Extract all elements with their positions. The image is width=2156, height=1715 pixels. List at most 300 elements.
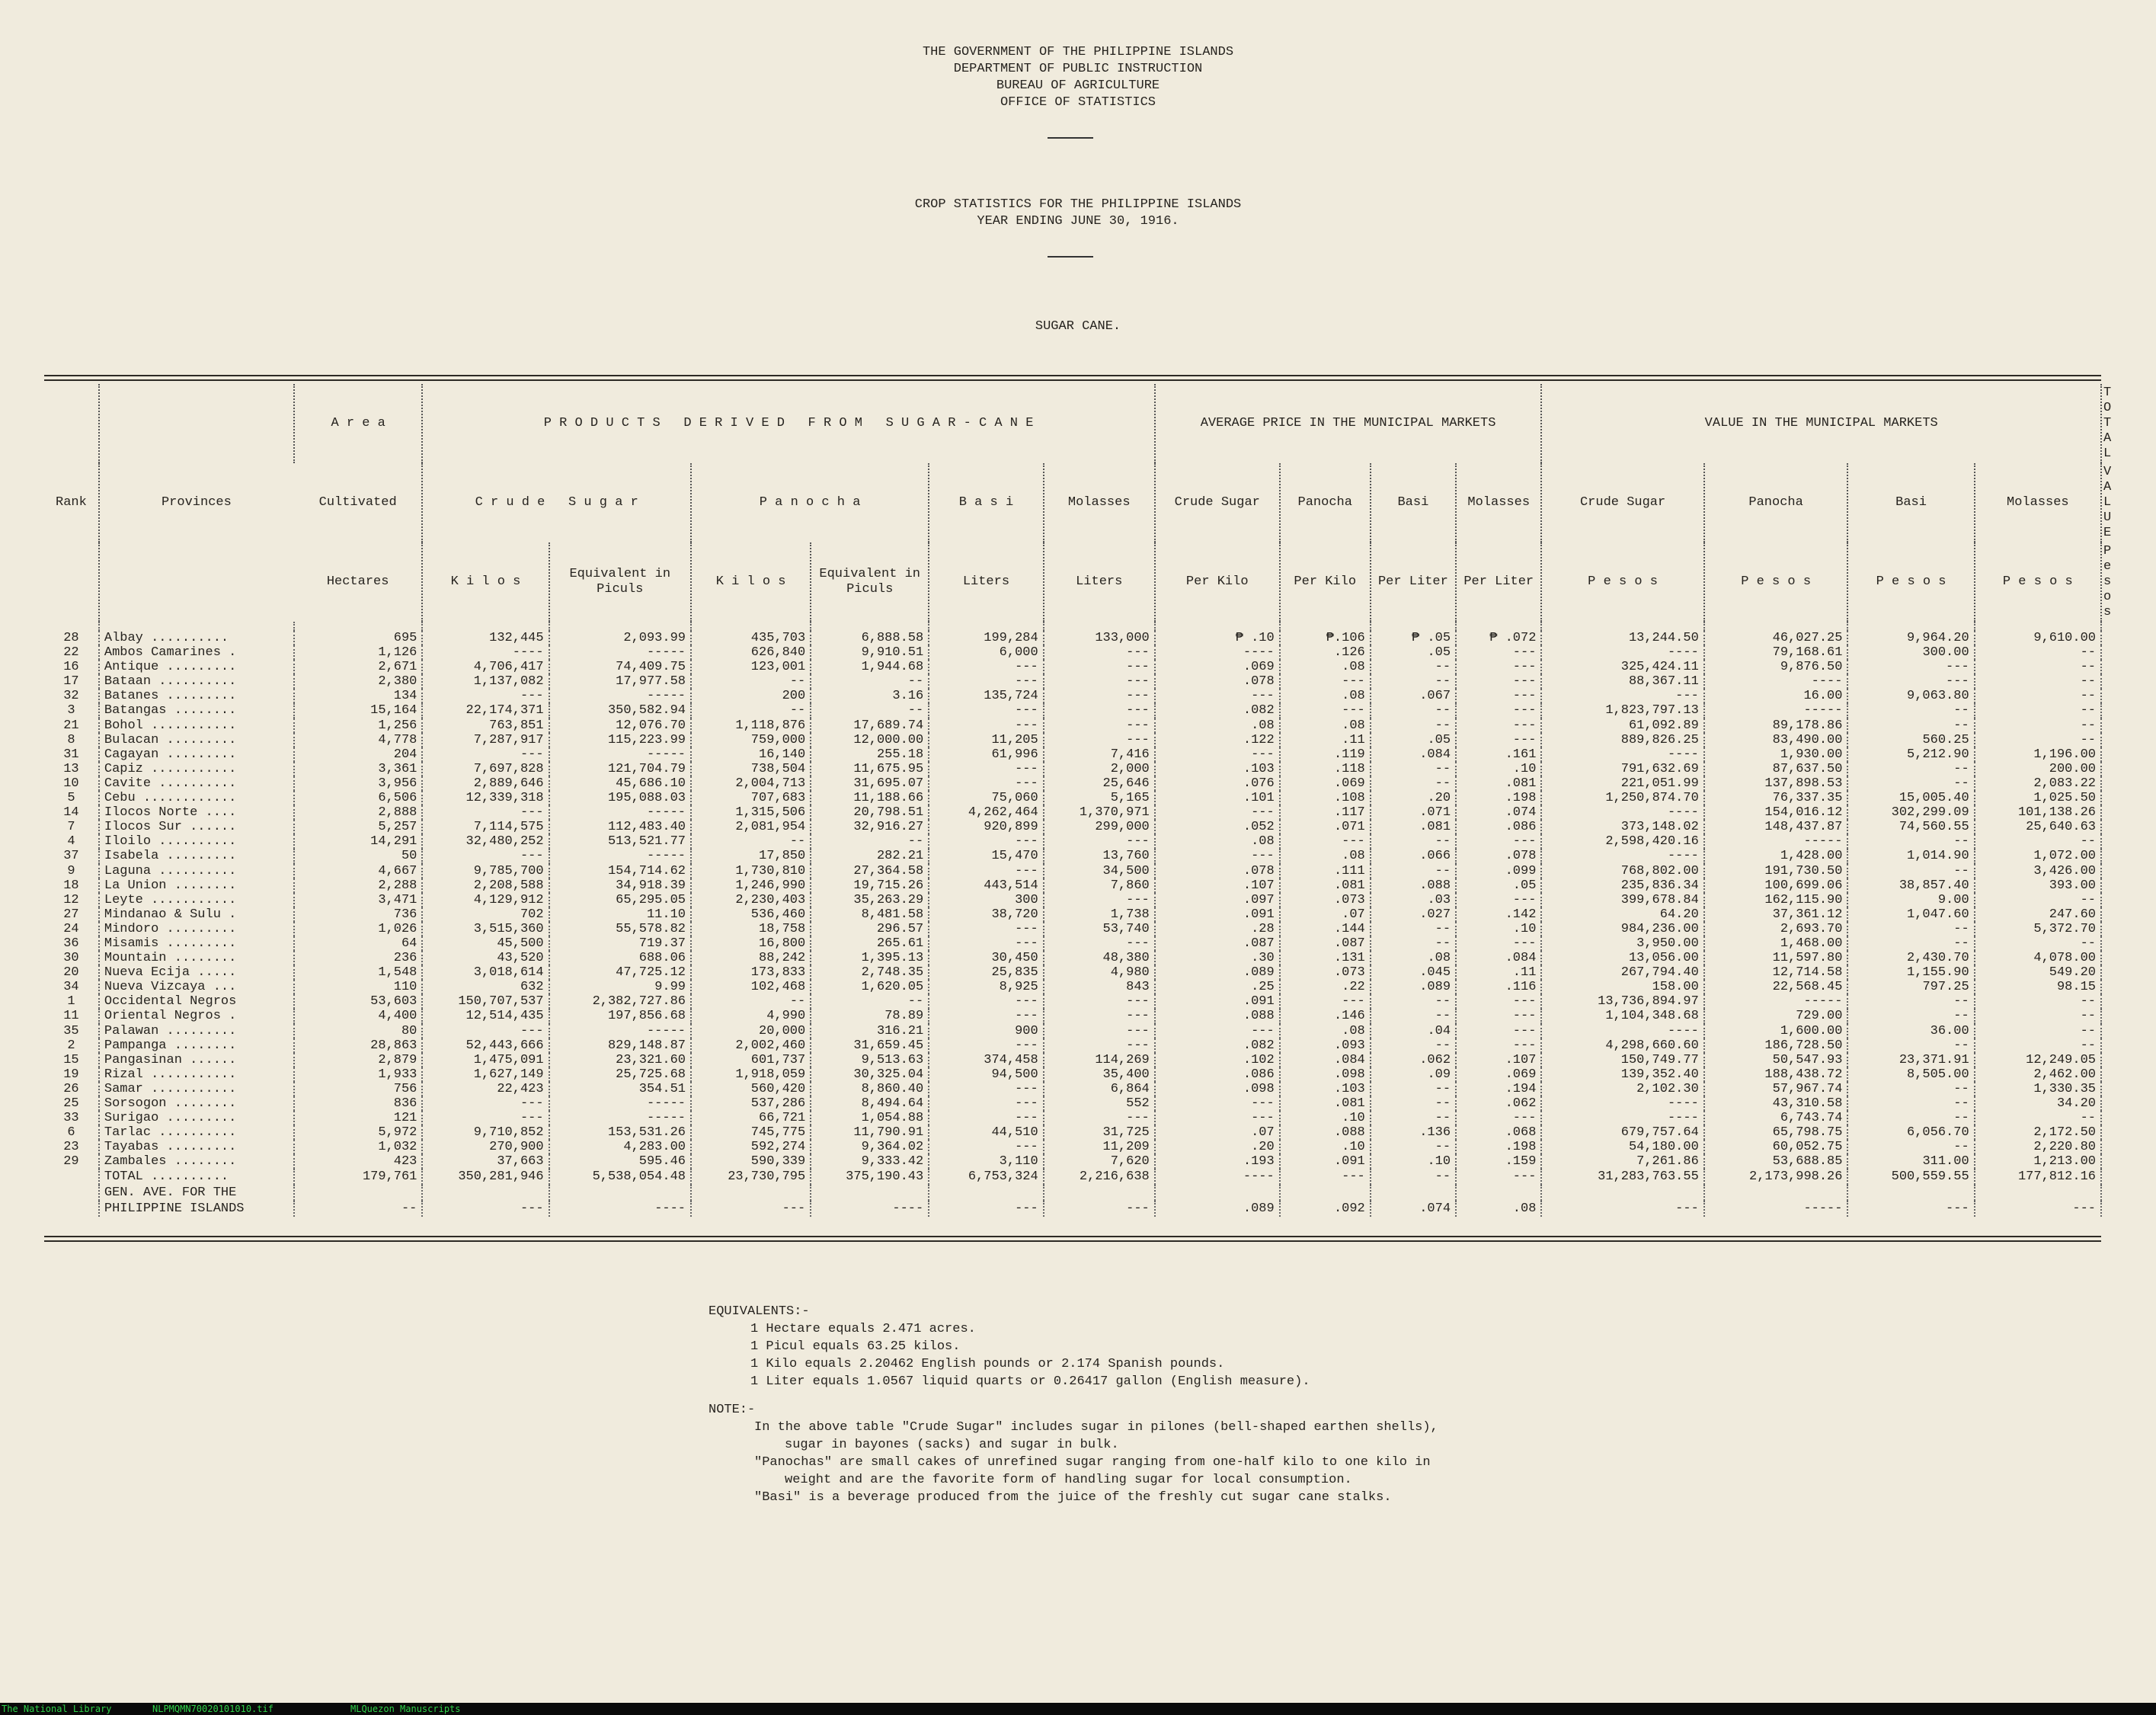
data-cell: 55,578.82 bbox=[549, 922, 691, 936]
rank-cell: 4 bbox=[67, 834, 75, 850]
data-cell: ----- bbox=[1704, 834, 1848, 849]
data-cell: 6,056.70 bbox=[1847, 1125, 1974, 1140]
data-cell: 11,790.91 bbox=[811, 1125, 929, 1140]
data-cell: 1,428.00 bbox=[1704, 849, 1848, 863]
data-cell: .082 bbox=[1155, 1038, 1280, 1053]
data-cell: .08 bbox=[1280, 1024, 1371, 1038]
data-cell: .089 bbox=[1155, 965, 1280, 980]
data-cell: -- bbox=[1975, 733, 2101, 747]
data-cell: 57,967.74 bbox=[1704, 1082, 1848, 1096]
data-cell: 443,514 bbox=[929, 878, 1043, 893]
data-cell: 27,364.58 bbox=[811, 864, 929, 878]
col-molasses-liters: Liters bbox=[1044, 542, 1155, 622]
gen-ave-label-1: GEN. AVE. FOR THE bbox=[99, 1185, 294, 1201]
province-cell: Ambos Camarines . bbox=[99, 645, 294, 660]
data-cell: 34.20 bbox=[1975, 1096, 2101, 1111]
data-cell: 115,223.99 bbox=[549, 733, 691, 747]
data-cell: 1,548 bbox=[294, 965, 422, 980]
data-cell: 296.57 bbox=[811, 922, 929, 936]
data-cell: 173,833 bbox=[691, 965, 811, 980]
table-row bbox=[44, 980, 2101, 994]
data-cell: .193 bbox=[1155, 1154, 1280, 1169]
table-row bbox=[44, 1096, 2101, 1111]
data-cell: --- bbox=[929, 674, 1043, 689]
data-cell: 186,728.50 bbox=[1704, 1038, 1848, 1053]
data-cell: -- bbox=[1975, 689, 2101, 703]
data-cell: .069 bbox=[1155, 660, 1280, 674]
rank-cell: 12 bbox=[63, 892, 79, 907]
table-row bbox=[44, 820, 2101, 834]
data-cell: 154,714.62 bbox=[549, 864, 691, 878]
col-crude-piculs: Equivalent in Piculs bbox=[549, 542, 691, 622]
data-cell: -- bbox=[1371, 1140, 1456, 1154]
data-cell: ---- bbox=[422, 645, 549, 660]
data-cell: .097 bbox=[1155, 893, 1280, 907]
data-cell: 5,212.90 bbox=[1847, 747, 1974, 762]
header-line-bureau: BUREAU OF AGRICULTURE bbox=[996, 78, 1160, 93]
gen-ave-cell: .074 bbox=[1371, 1201, 1456, 1217]
province-cell: Nueva Vizcaya ... bbox=[99, 980, 294, 994]
total-label: TOTAL .......... bbox=[99, 1169, 294, 1185]
data-cell: .22 bbox=[1280, 980, 1371, 994]
data-cell: .052 bbox=[1155, 820, 1280, 834]
data-cell: 920,899 bbox=[929, 820, 1043, 834]
table-row bbox=[44, 1053, 2101, 1067]
data-cell: 1,047.60 bbox=[1847, 907, 1974, 922]
title-line-2: YEAR ENDING JUNE 30, 1916. bbox=[977, 214, 1179, 229]
data-cell: 9,333.42 bbox=[811, 1154, 929, 1169]
gen-ave-cell: --- bbox=[1044, 1201, 1155, 1217]
data-cell: 1,315,506 bbox=[691, 805, 811, 820]
col-value-group: VALUE IN THE MUNICIPAL MARKETS bbox=[1541, 384, 2101, 463]
data-cell: 34,918.39 bbox=[549, 878, 691, 893]
data-cell: 14,291 bbox=[294, 834, 422, 849]
data-cell: .04 bbox=[1371, 1024, 1456, 1038]
data-cell: 9.99 bbox=[549, 980, 691, 994]
data-cell: 702 bbox=[422, 907, 549, 922]
total-cell bbox=[44, 1169, 99, 1185]
data-cell: 11,675.95 bbox=[811, 762, 929, 776]
data-cell: -- bbox=[1975, 834, 2101, 849]
data-cell: 592,274 bbox=[691, 1140, 811, 1154]
data-cell: 64 bbox=[294, 936, 422, 951]
data-cell: .116 bbox=[1456, 980, 1541, 994]
data-cell: --- bbox=[1847, 674, 1974, 689]
data-cell: --- bbox=[1155, 849, 1280, 863]
data-cell: --- bbox=[1280, 674, 1371, 689]
data-cell: --- bbox=[1044, 1111, 1155, 1125]
province-cell: Tarlac .......... bbox=[99, 1125, 294, 1140]
total-cell: ---- bbox=[1155, 1169, 1280, 1185]
data-cell: 8,494.64 bbox=[811, 1096, 929, 1111]
province-cell: Albay .......... bbox=[99, 631, 294, 645]
data-cell: 299,000 bbox=[1044, 820, 1155, 834]
data-cell: .131 bbox=[1280, 951, 1371, 965]
data-cell: 37,663 bbox=[422, 1154, 549, 1169]
data-cell: ---- bbox=[1704, 674, 1848, 689]
data-cell: 22,568.45 bbox=[1704, 980, 1848, 994]
data-cell: 267,794.40 bbox=[1541, 965, 1703, 980]
data-cell: 9,964.20 bbox=[1847, 631, 1974, 645]
table-row bbox=[44, 1009, 2101, 1023]
data-cell: 2,382,727.86 bbox=[549, 994, 691, 1009]
total-cell: 179,761 bbox=[294, 1169, 422, 1185]
data-cell: .086 bbox=[1155, 1067, 1280, 1082]
data-cell: 34,500 bbox=[1044, 864, 1155, 878]
data-cell: -- bbox=[1975, 994, 2101, 1009]
data-cell: --- bbox=[1456, 674, 1541, 689]
data-cell: .074 bbox=[1456, 805, 1541, 820]
data-cell: --- bbox=[1456, 645, 1541, 660]
data-cell: ₱ .05 bbox=[1371, 631, 1456, 645]
data-cell: .136 bbox=[1371, 1125, 1456, 1140]
data-cell: 7,620 bbox=[1044, 1154, 1155, 1169]
data-cell: .08 bbox=[1280, 849, 1371, 863]
data-cell: .117 bbox=[1280, 805, 1371, 820]
data-cell: --- bbox=[1044, 733, 1155, 747]
data-cell: -- bbox=[1975, 1009, 2101, 1023]
data-cell: 53,603 bbox=[294, 994, 422, 1009]
data-cell: .093 bbox=[1280, 1038, 1371, 1053]
province-cell: La Union ........ bbox=[99, 878, 294, 893]
data-cell: 984,236.00 bbox=[1541, 922, 1703, 936]
data-cell: 101,138.26 bbox=[1975, 805, 2101, 820]
total-row bbox=[44, 1169, 2101, 1185]
data-cell: .081 bbox=[1280, 878, 1371, 893]
data-cell: --- bbox=[1280, 834, 1371, 849]
gen-ave-cell: --- bbox=[1847, 1201, 1974, 1217]
data-cell: ----- bbox=[1704, 703, 1848, 718]
data-cell: -- bbox=[1847, 762, 1974, 776]
data-cell: 16.00 bbox=[1704, 689, 1848, 703]
data-cell: 1,738 bbox=[1044, 907, 1155, 922]
data-cell: 300.00 bbox=[1847, 645, 1974, 660]
col-pesos-4: P e s o s bbox=[1975, 542, 2101, 622]
data-cell: -- bbox=[1371, 922, 1456, 936]
total-cell: 6,753,324 bbox=[929, 1169, 1043, 1185]
data-cell: .08 bbox=[1280, 689, 1371, 703]
data-cell: .28 bbox=[1155, 922, 1280, 936]
data-cell: .073 bbox=[1280, 893, 1371, 907]
table-row bbox=[44, 805, 2101, 820]
col-basi: B a s i bbox=[929, 463, 1043, 542]
province-cell: Capiz ........... bbox=[99, 762, 294, 776]
table-row bbox=[44, 645, 2101, 660]
data-cell: 9,785,700 bbox=[422, 864, 549, 878]
data-cell: --- bbox=[1155, 1024, 1280, 1038]
province-cell: Isabela ......... bbox=[99, 849, 294, 863]
data-cell: 87,637.50 bbox=[1704, 762, 1848, 776]
data-cell: .071 bbox=[1280, 820, 1371, 834]
data-cell: 745,775 bbox=[691, 1125, 811, 1140]
rank-cell: 18 bbox=[63, 878, 79, 893]
data-cell: 22,423 bbox=[422, 1082, 549, 1096]
data-cell: 9,364.02 bbox=[811, 1140, 929, 1154]
data-cell: 139,352.40 bbox=[1541, 1067, 1703, 1082]
data-cell: .069 bbox=[1280, 776, 1371, 791]
rank-cell: 36 bbox=[63, 936, 79, 951]
data-cell: 1,475,091 bbox=[422, 1053, 549, 1067]
data-cell: 37,361.12 bbox=[1704, 907, 1848, 922]
data-cell: --- bbox=[422, 1096, 549, 1111]
table-row bbox=[44, 1111, 2101, 1125]
data-cell: 247.60 bbox=[1975, 907, 2101, 922]
table-row bbox=[44, 791, 2101, 805]
rank-cell: 21 bbox=[63, 718, 79, 733]
table-row bbox=[44, 1140, 2101, 1154]
data-cell: .089 bbox=[1371, 980, 1456, 994]
table-footer bbox=[44, 1169, 2101, 1217]
data-cell: 688.06 bbox=[549, 951, 691, 965]
data-cell: .107 bbox=[1155, 878, 1280, 893]
data-cell: 2,288 bbox=[294, 878, 422, 893]
data-cell: .027 bbox=[1371, 907, 1456, 922]
province-cell: Cavite .......... bbox=[99, 776, 294, 791]
data-cell: 154,016.12 bbox=[1704, 805, 1848, 820]
data-cell: .126 bbox=[1280, 645, 1371, 660]
col-per-liter-1: Per Liter bbox=[1371, 542, 1456, 622]
col-avg-price-group: AVERAGE PRICE IN THE MUNICIPAL MARKETS bbox=[1155, 384, 1542, 463]
data-cell: 7,287,917 bbox=[422, 733, 549, 747]
rank-cell: 15 bbox=[63, 1052, 79, 1067]
data-cell: 13,736,894.97 bbox=[1541, 994, 1703, 1009]
rank-cell: 17 bbox=[63, 674, 79, 690]
data-cell: ----- bbox=[549, 1024, 691, 1038]
data-cell: 797.25 bbox=[1847, 980, 1974, 994]
data-cell: .20 bbox=[1155, 1140, 1280, 1154]
total-cell: 2,216,638 bbox=[1044, 1169, 1155, 1185]
col-molasses: Molasses bbox=[1044, 463, 1155, 542]
scan-footer-bar bbox=[0, 1703, 2156, 1715]
data-cell: 17,977.58 bbox=[549, 674, 691, 689]
data-cell: 12,076.70 bbox=[549, 718, 691, 733]
data-cell: .078 bbox=[1155, 674, 1280, 689]
gen-ave-row-2 bbox=[44, 1201, 2101, 1217]
table-body bbox=[44, 622, 2101, 1169]
col-price-panocha: Panocha bbox=[1280, 463, 1371, 542]
data-cell: .05 bbox=[1371, 733, 1456, 747]
data-cell: 20,798.51 bbox=[811, 805, 929, 820]
data-cell: --- bbox=[422, 849, 549, 863]
data-cell: 121 bbox=[294, 1111, 422, 1125]
rank-cell: 13 bbox=[63, 761, 79, 776]
data-cell: --- bbox=[1044, 834, 1155, 849]
data-cell: --- bbox=[929, 1096, 1043, 1111]
data-cell: -- bbox=[1847, 834, 1974, 849]
data-cell: 590,339 bbox=[691, 1154, 811, 1169]
data-cell: 47,725.12 bbox=[549, 965, 691, 980]
data-cell: .081 bbox=[1371, 820, 1456, 834]
data-cell: .088 bbox=[1155, 1009, 1280, 1023]
equivalents-title: EQUIVALENTS:- bbox=[709, 1304, 810, 1319]
province-cell: Palawan ......... bbox=[99, 1024, 294, 1038]
data-cell: 1,730,810 bbox=[691, 864, 811, 878]
data-cell: 549.20 bbox=[1975, 965, 2101, 980]
footer-collection: MLQuezon Manuscripts bbox=[350, 1704, 461, 1714]
data-cell: 626,840 bbox=[691, 645, 811, 660]
data-cell: 2,879 bbox=[294, 1053, 422, 1067]
rank-cell: 16 bbox=[63, 660, 79, 675]
data-cell: .08 bbox=[1155, 718, 1280, 733]
data-cell: 1,933 bbox=[294, 1067, 422, 1082]
total-cell: --- bbox=[1456, 1169, 1541, 1185]
data-cell: 11,188.66 bbox=[811, 791, 929, 805]
data-cell: 3,361 bbox=[294, 762, 422, 776]
rank-cell: 9 bbox=[67, 863, 75, 878]
footer-library: The National Library bbox=[2, 1704, 112, 1714]
data-cell: --- bbox=[1280, 994, 1371, 1009]
rank-cell: 11 bbox=[63, 1009, 79, 1024]
data-cell: 729.00 bbox=[1704, 1009, 1848, 1023]
equivalent-4: 1 Liter equals 1.0567 liquid quarts or 0.26417 gallon (English measure). bbox=[750, 1374, 1310, 1389]
data-cell: .102 bbox=[1155, 1053, 1280, 1067]
data-cell: 4,980 bbox=[1044, 965, 1155, 980]
province-cell: Surigao ......... bbox=[99, 1111, 294, 1125]
data-cell: 46,027.25 bbox=[1704, 631, 1848, 645]
data-cell: 2,172.50 bbox=[1975, 1125, 2101, 1140]
col-provinces: Provinces bbox=[99, 384, 294, 622]
data-cell: 2,081,954 bbox=[691, 820, 811, 834]
data-cell: .098 bbox=[1155, 1082, 1280, 1096]
data-cell: 1,196.00 bbox=[1975, 747, 2101, 762]
data-cell: 31,659.45 bbox=[811, 1038, 929, 1053]
data-cell: 102,468 bbox=[691, 980, 811, 994]
data-cell: ---- bbox=[1155, 645, 1280, 660]
data-cell: .081 bbox=[1280, 1096, 1371, 1111]
data-cell: 45,500 bbox=[422, 936, 549, 951]
province-cell: Rizal ........... bbox=[99, 1067, 294, 1082]
data-cell: ---- bbox=[1541, 849, 1703, 863]
data-cell: 9,063.80 bbox=[1847, 689, 1974, 703]
data-cell: 123,001 bbox=[691, 660, 811, 674]
data-cell: --- bbox=[929, 1009, 1043, 1023]
rank-cell: 34 bbox=[63, 980, 79, 995]
data-cell: 7,114,575 bbox=[422, 820, 549, 834]
data-cell: 595.46 bbox=[549, 1154, 691, 1169]
data-cell: 9.00 bbox=[1847, 893, 1974, 907]
gen-ave-cell: .092 bbox=[1280, 1201, 1371, 1217]
data-cell: 300 bbox=[929, 893, 1043, 907]
data-cell: --- bbox=[1044, 689, 1155, 703]
data-cell: 19,715.26 bbox=[811, 878, 929, 893]
data-cell: 537,286 bbox=[691, 1096, 811, 1111]
data-cell: --- bbox=[929, 922, 1043, 936]
data-cell: .08 bbox=[1155, 834, 1280, 849]
data-cell: --- bbox=[1456, 1111, 1541, 1125]
data-cell: 7,261.86 bbox=[1541, 1154, 1703, 1169]
data-cell: 3.16 bbox=[811, 689, 929, 703]
data-cell: 137,898.53 bbox=[1704, 776, 1848, 791]
rank-cell: 22 bbox=[63, 645, 79, 661]
data-cell: 43,310.58 bbox=[1704, 1096, 1848, 1111]
data-cell: .084 bbox=[1371, 747, 1456, 762]
data-cell: 53,740 bbox=[1044, 922, 1155, 936]
data-cell: ₱.106 bbox=[1280, 631, 1371, 645]
data-cell: 204 bbox=[294, 747, 422, 762]
data-cell: -- bbox=[1975, 893, 2101, 907]
col-value-molasses: Molasses bbox=[1975, 463, 2101, 542]
data-cell: 2,693.70 bbox=[1704, 922, 1848, 936]
data-cell: 7,860 bbox=[1044, 878, 1155, 893]
data-cell: 9,513.63 bbox=[811, 1053, 929, 1067]
province-cell: Nueva Ecija ..... bbox=[99, 965, 294, 980]
data-cell: ----- bbox=[1704, 994, 1848, 1009]
col-pesos-1: P e s o s bbox=[1541, 542, 1703, 622]
rank-cell: 30 bbox=[63, 951, 79, 966]
data-cell: 4,283.00 bbox=[549, 1140, 691, 1154]
data-cell: -- bbox=[1847, 1038, 1974, 1053]
gen-ave-cell: .08 bbox=[1456, 1201, 1541, 1217]
data-cell: -- bbox=[691, 834, 811, 849]
data-cell: 2,208,588 bbox=[422, 878, 549, 893]
data-cell: 5,972 bbox=[294, 1125, 422, 1140]
note-2: sugar in bayones (sacks) and sugar in bulk. bbox=[785, 1438, 1119, 1452]
data-cell: .084 bbox=[1456, 951, 1541, 965]
data-cell: --- bbox=[1456, 994, 1541, 1009]
province-cell: Laguna .......... bbox=[99, 864, 294, 878]
crop-title: SUGAR CANE. bbox=[1035, 319, 1121, 334]
data-cell: 158.00 bbox=[1541, 980, 1703, 994]
data-cell: 197,856.68 bbox=[549, 1009, 691, 1023]
data-cell: 18,758 bbox=[691, 922, 811, 936]
data-cell: 836 bbox=[294, 1096, 422, 1111]
data-cell: .07 bbox=[1280, 907, 1371, 922]
data-cell: 1,823,797.13 bbox=[1541, 703, 1703, 718]
data-cell: 900 bbox=[929, 1024, 1043, 1038]
data-cell: 5,372.70 bbox=[1975, 922, 2101, 936]
data-cell: 373,148.02 bbox=[1541, 820, 1703, 834]
data-cell: 200 bbox=[691, 689, 811, 703]
col-crude-sugar: C r u d e S u g a r bbox=[422, 463, 691, 542]
data-cell: 17,850 bbox=[691, 849, 811, 863]
equivalent-2: 1 Picul equals 63.25 kilos. bbox=[750, 1339, 961, 1354]
province-cell: Iloilo .......... bbox=[99, 834, 294, 849]
data-cell: 199,284 bbox=[929, 631, 1043, 645]
data-cell: -- bbox=[691, 703, 811, 718]
col-value-basi: Basi bbox=[1847, 463, 1974, 542]
rank-cell: 8 bbox=[67, 732, 75, 747]
data-cell: 15,164 bbox=[294, 703, 422, 718]
data-cell: 316.21 bbox=[811, 1024, 929, 1038]
data-cell: 38,720 bbox=[929, 907, 1043, 922]
data-cell: .10 bbox=[1280, 1111, 1371, 1125]
data-cell: 6,743.74 bbox=[1704, 1111, 1848, 1125]
data-cell: .099 bbox=[1456, 864, 1541, 878]
data-cell: 3,950.00 bbox=[1541, 936, 1703, 951]
table-row bbox=[44, 1038, 2101, 1053]
data-cell: -- bbox=[1847, 936, 1974, 951]
data-cell: 6,864 bbox=[1044, 1082, 1155, 1096]
data-cell: 52,443,666 bbox=[422, 1038, 549, 1053]
data-cell: 552 bbox=[1044, 1096, 1155, 1111]
data-cell: 1,918,059 bbox=[691, 1067, 811, 1082]
data-cell: .066 bbox=[1371, 849, 1456, 863]
data-cell: 25,725.68 bbox=[549, 1067, 691, 1082]
data-cell: -- bbox=[1847, 1111, 1974, 1125]
data-cell: 4,400 bbox=[294, 1009, 422, 1023]
data-cell: 32,480,252 bbox=[422, 834, 549, 849]
data-cell: --- bbox=[1044, 674, 1155, 689]
data-cell: 6,506 bbox=[294, 791, 422, 805]
data-cell: 2,748.35 bbox=[811, 965, 929, 980]
data-cell: 100,699.06 bbox=[1704, 878, 1848, 893]
title-divider bbox=[1048, 256, 1093, 258]
data-cell: 12,714.58 bbox=[1704, 965, 1848, 980]
data-cell: .05 bbox=[1456, 878, 1541, 893]
data-cell: --- bbox=[1847, 660, 1974, 674]
data-cell: --- bbox=[1456, 1024, 1541, 1038]
col-per-kilo-2: Per Kilo bbox=[1280, 542, 1371, 622]
